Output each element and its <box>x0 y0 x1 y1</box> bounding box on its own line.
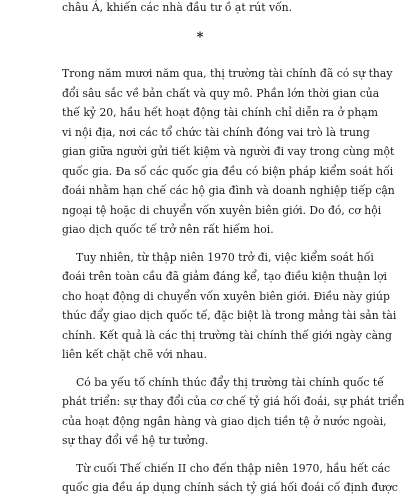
text-line: giao dịch quốc tế trở nên rất hiếm hoi. <box>62 223 274 236</box>
paragraph-3 <box>62 373 404 451</box>
text-line: đoái nhằm hạn chế các hộ gia đình và doanh nghiệp tiếp cận <box>62 184 395 197</box>
text-line: của hoạt động ngân hàng và giao dịch tiền tệ ở nước ngoài, <box>62 414 387 428</box>
paragraph-1 <box>62 64 395 240</box>
text-line: Tuy nhiên, từ thập niên 1970 trở đi, việc kiểm soát hối <box>76 250 374 264</box>
text-line: quốc gia đều áp dụng chính sách tỷ giá hối đoái cố định được <box>62 481 398 494</box>
text-line: liên kết chặt chẽ với nhau. <box>62 348 207 361</box>
text-line: Trong năm mươi năm qua, thị trường tài chính đã có sự thay <box>62 67 393 80</box>
text-line: ngoại tệ hoặc di chuyển vốn xuyên biên giới. Do đó, cơ hội <box>62 203 382 217</box>
text-line: phát triển: sự thay đổi của cơ chế tỷ giá hối đoái, sự phát triển <box>62 395 404 408</box>
text-line: cho hoạt động di chuyển vốn xuyên biên giới. Điều này giúp <box>62 289 390 303</box>
text-line: châu Á, khiến các nhà đầu tư ồ ạt rút vốn. <box>62 1 293 14</box>
text-line: Từ cuối Thế chiến II cho đến thập niên 1970, hầu hết các <box>76 461 391 475</box>
text-line: chính. Kết quả là các thị trường tài chính thế giới ngày càng <box>62 328 392 342</box>
text-line: vi nội địa, nơi các tổ chức tài chính đóng vai trò là trung <box>62 125 370 139</box>
paragraph-4 <box>62 459 398 498</box>
text-line: sự thay đổi về hệ tư tưởng. <box>62 434 209 447</box>
text-line: quốc gia. Đa số các quốc gia đều có biện pháp kiểm soát hối <box>62 164 394 178</box>
carryover-text <box>62 0 344 18</box>
text-line: đổi sâu sắc về bản chất và quy mô. Phần lớn thời gian của <box>62 86 380 100</box>
paragraph-2 <box>62 248 397 365</box>
text-line: đoái trên toàn cầu đã giảm đáng kể, tạo điều kiện thuận lợi <box>62 270 388 283</box>
text-line: thúc đẩy giao dịch quốc tế, đặc biệt là trong mảng tài sản tài <box>62 309 397 322</box>
text-line: gian giữa người gửi tiết kiệm và người đi vay trong cùng một <box>62 145 395 158</box>
text-line: Có ba yếu tố chính thúc đẩy thị trường tài chính quốc tế <box>76 375 384 389</box>
text-line: thế kỷ 20, hầu hết hoạt động tài chính chỉ diễn ra ở phạm <box>62 106 378 119</box>
section-separator: * <box>196 30 204 45</box>
